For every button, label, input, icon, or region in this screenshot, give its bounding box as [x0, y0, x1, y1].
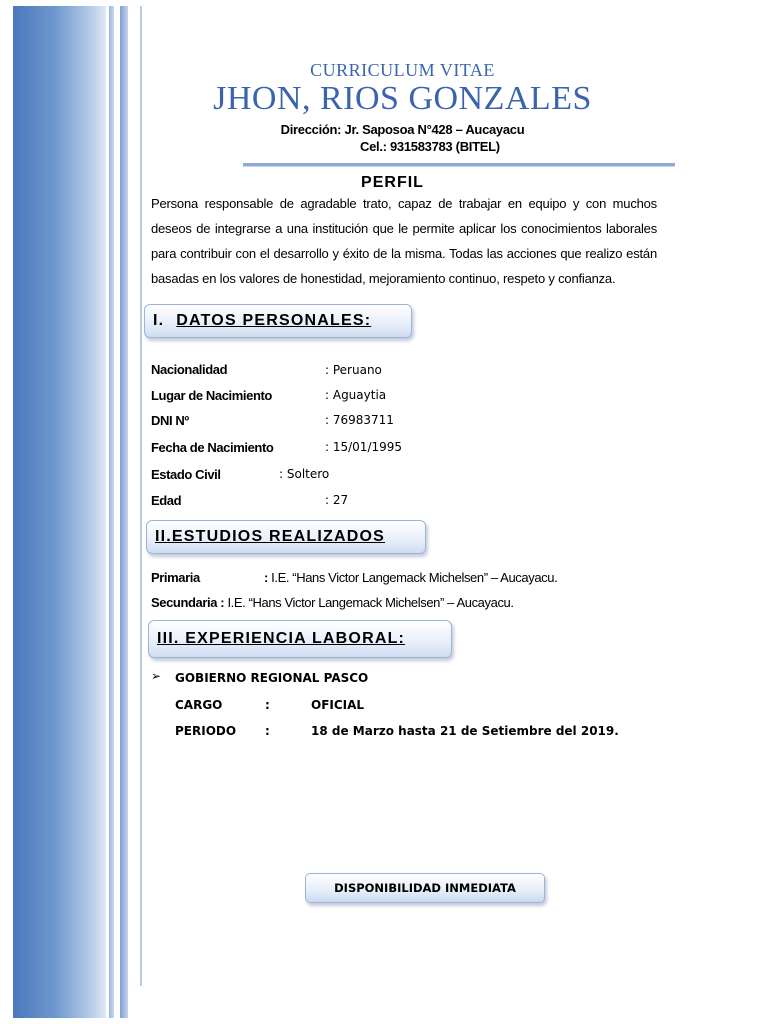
periodo-value: 18 de Marzo hasta 21 de Setiembre del 2019. [311, 724, 619, 738]
education-primaria-value [264, 570, 557, 585]
education-label: Primaria [151, 570, 200, 585]
datos-label: DNI Nº [151, 413, 189, 428]
datos-label: Edad [151, 493, 182, 508]
left-decorative-stripe [120, 6, 128, 1018]
availability-badge: DISPONIBILIDAD INMEDIATA [305, 873, 545, 903]
education-secundaria [151, 595, 514, 610]
section-experiencia [148, 620, 452, 658]
section-datos-personales [144, 304, 412, 338]
education-separator: : [264, 570, 268, 585]
perfil-heading: PERFIL [361, 174, 424, 191]
datos-row [151, 440, 403, 455]
datos-label: Nacionalidad [151, 362, 228, 377]
section-number: I. [153, 312, 165, 329]
document-title: CURRICULUM VITAE [310, 60, 495, 80]
left-decorative-line [140, 6, 142, 986]
left-decorative-bar [13, 6, 106, 1018]
section-estudios [146, 520, 426, 554]
section-heading: II.ESTUDIOS REALIZADOS [155, 528, 385, 545]
datos-row [151, 362, 382, 377]
datos-label: Lugar de Nacimiento [151, 388, 272, 403]
datos-value: : Aguaytia [325, 388, 387, 402]
perfil-text: Persona responsable de agradable trato, capaz de trabajar en equipo y con muchos deseos de integrarse a una institución que le permite aplicar los conocimientos laborales para contribuir con el desarrollo y éxito de la misma. Todas las acciones que realizo están basadas en los valores de honestidad, mejoramiento continuo, respeto y confianza. [151, 196, 657, 286]
datos-value: : 76983711 [325, 413, 394, 427]
bullet-icon: ➢ [151, 669, 162, 683]
candidate-name: JHON, RIOS GONZALES [213, 80, 592, 117]
datos-row [151, 413, 394, 428]
datos-value: : 27 [325, 493, 349, 507]
phone: Cel.: 931583783 (BITEL) [360, 139, 500, 154]
section-heading: III. EXPERIENCIA LABORAL: [157, 630, 406, 647]
cargo-label: CARGO [175, 698, 223, 712]
datos-row [151, 388, 387, 403]
datos-row [151, 467, 330, 482]
datos-value: : 15/01/1995 [325, 440, 403, 454]
cargo-separator: : [265, 698, 270, 712]
education-value: I.E. “Hans Victor Langemack Michelsen” – Aucayacu. [271, 570, 558, 585]
left-decorative-stripe [109, 6, 114, 1018]
employer-name: GOBIERNO REGIONAL PASCO [175, 671, 369, 685]
education-label: Secundaria : [151, 595, 225, 610]
datos-value: : Peruano [325, 363, 382, 377]
education-value: I.E. “Hans Victor Langemack Michelsen” – Aucayacu. [227, 595, 514, 610]
datos-row [151, 493, 349, 508]
cargo-value: OFICIAL [311, 698, 365, 712]
datos-label: Estado Civil [151, 467, 221, 482]
address: Dirección: Jr. Saposoa N°428 – Aucayacu [280, 122, 525, 137]
section-heading: DATOS PERSONALES: [176, 312, 372, 329]
periodo-label: PERIODO [175, 724, 237, 738]
header-divider [243, 163, 675, 167]
education-primaria [151, 570, 200, 585]
periodo-separator: : [265, 724, 270, 738]
datos-label: Fecha de Nacimiento [151, 440, 274, 455]
datos-value: : Soltero [279, 467, 330, 481]
